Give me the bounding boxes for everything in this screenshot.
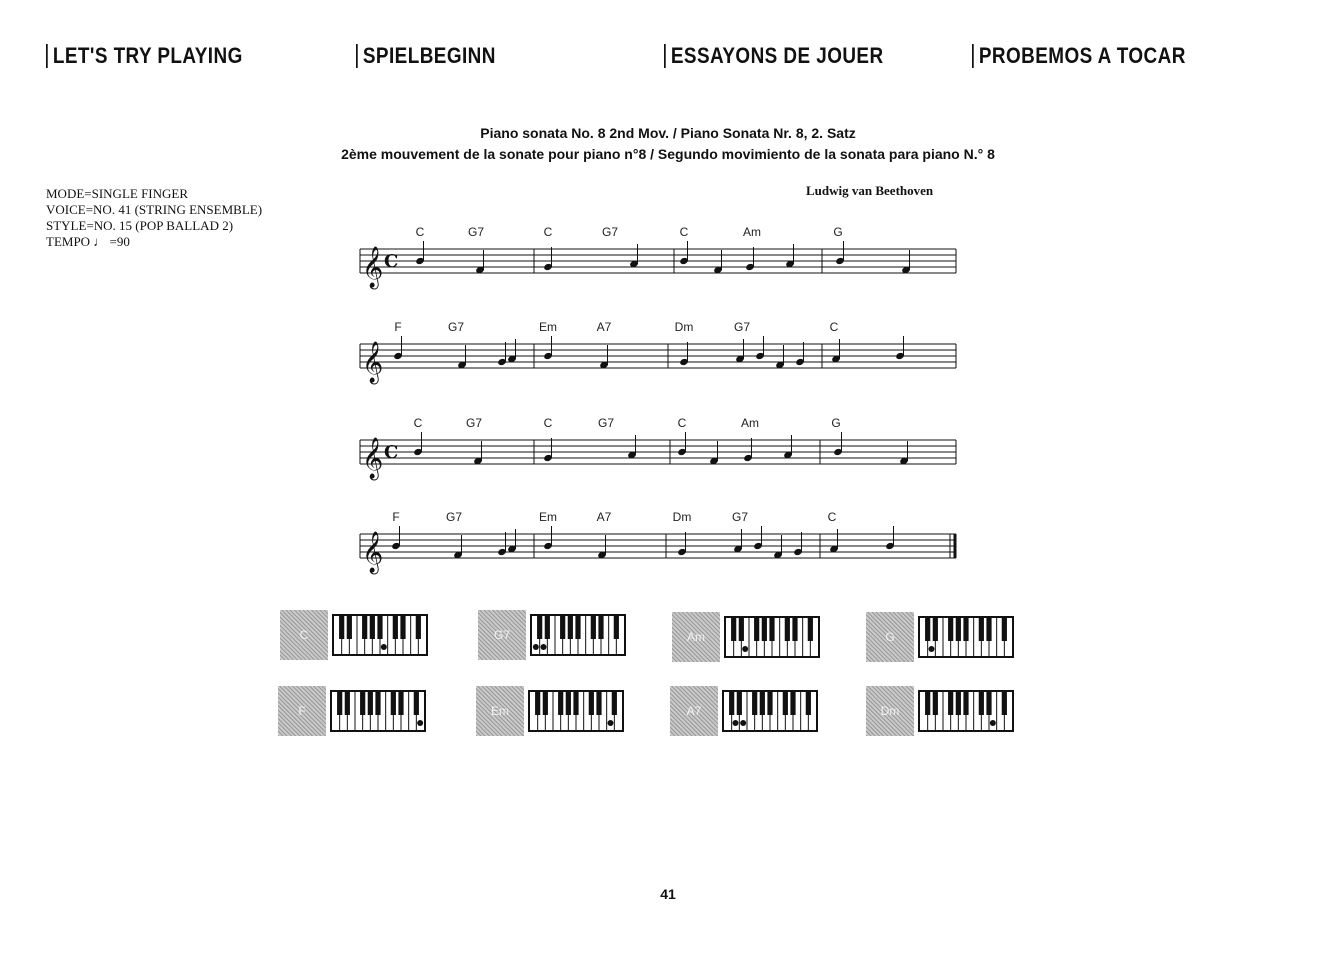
black-key — [614, 616, 619, 639]
black-key — [575, 616, 580, 639]
black-key — [752, 692, 757, 715]
chord-symbol: G7 — [597, 416, 615, 430]
black-key — [739, 618, 744, 641]
chord-symbol: F — [392, 510, 400, 524]
chord-diagram-label: C — [280, 610, 328, 660]
black-key — [591, 616, 596, 639]
chord-diagram-a7 — [670, 686, 822, 736]
header-english: LET'S TRY PLAYING — [46, 44, 243, 68]
keyboard-keys — [530, 692, 622, 730]
tempo-setting: TEMPO ♩ =90 — [46, 234, 130, 249]
mode-setting: MODE=SINGLE FINGER — [46, 186, 189, 201]
black-key — [948, 692, 953, 715]
header-french: ESSAYONS DE JOUER — [664, 44, 884, 68]
keyboard-keys — [532, 616, 624, 654]
chord-diagram-label: F — [278, 686, 326, 736]
piece-title-line1: Piano sonata No. 8 2nd Mov. / Piano Sonata Nr. 8, 2. Satz — [480, 125, 856, 141]
black-key — [573, 692, 578, 715]
time-signature: C — [384, 442, 399, 463]
black-key — [792, 618, 797, 641]
chord-symbol: C — [829, 320, 839, 334]
chord-symbol: Dm — [674, 320, 694, 334]
black-key — [933, 618, 938, 641]
chord-diagram-dm — [866, 686, 1018, 736]
style-setting: STYLE=NO. 15 (POP BALLAD 2) — [46, 218, 234, 233]
black-key — [1002, 618, 1007, 641]
chord-symbol: G7 — [601, 225, 619, 239]
chord-diagram-label: A7 — [670, 686, 718, 736]
chord-diagram-f — [278, 686, 430, 736]
black-key — [1002, 692, 1007, 715]
black-key — [948, 618, 953, 641]
chord-symbol: G7 — [731, 510, 749, 524]
black-key — [339, 616, 344, 639]
black-key — [933, 692, 938, 715]
black-key — [762, 618, 767, 641]
time-signature: C — [384, 251, 399, 272]
black-key — [956, 618, 961, 641]
chord-symbol: G — [831, 416, 841, 430]
black-key — [979, 618, 984, 641]
mini-keyboard — [530, 614, 626, 656]
black-key — [589, 692, 594, 715]
chord-symbol: G7 — [733, 320, 751, 334]
black-key — [767, 692, 772, 715]
mini-keyboard — [528, 690, 624, 732]
black-key — [806, 692, 811, 715]
black-key — [956, 692, 961, 715]
treble-clef: 𝄞 — [362, 342, 384, 383]
chord-diagram-em — [476, 686, 628, 736]
black-key — [760, 692, 765, 715]
chord-symbol: G — [833, 225, 843, 239]
pressed-key-dot — [742, 646, 748, 652]
keyboard-keys — [920, 692, 1012, 730]
chord-symbol: G7 — [465, 416, 483, 430]
black-key — [785, 618, 790, 641]
keyboard-keys — [334, 616, 426, 654]
chord-symbol: C — [415, 225, 425, 239]
pressed-key-dot — [929, 646, 935, 652]
black-key — [598, 616, 603, 639]
black-key — [612, 692, 617, 715]
black-key — [391, 692, 396, 715]
chord-diagram-label: G — [866, 612, 914, 662]
treble-clef: 𝄞 — [362, 532, 384, 573]
chord-symbol: C — [677, 416, 687, 430]
chord-symbol: A7 — [596, 510, 612, 524]
black-key — [963, 692, 968, 715]
black-key — [377, 616, 382, 639]
pressed-key-dot — [608, 720, 614, 726]
black-key — [925, 692, 930, 715]
black-key — [596, 692, 601, 715]
black-key — [769, 618, 774, 641]
keyboard-keys — [332, 692, 424, 730]
black-key — [729, 692, 734, 715]
black-key — [347, 616, 352, 639]
chord-diagram-g7 — [478, 610, 630, 660]
treble-clef: 𝄞 — [362, 438, 384, 479]
black-key — [566, 692, 571, 715]
mini-keyboard — [332, 614, 428, 656]
black-key — [808, 618, 813, 641]
pressed-key-dot — [733, 720, 739, 726]
chord-diagram-c — [280, 610, 432, 660]
chord-symbol: C — [679, 225, 689, 239]
pressed-key-dot — [990, 720, 996, 726]
mini-keyboard — [918, 690, 1014, 732]
chord-symbol: G7 — [467, 225, 485, 239]
chord-symbol: C — [543, 225, 553, 239]
chord-symbol: Em — [539, 510, 557, 524]
black-key — [986, 618, 991, 641]
black-key — [345, 692, 350, 715]
black-key — [416, 616, 421, 639]
chord-diagram-g — [866, 612, 1018, 662]
black-key — [558, 692, 563, 715]
chord-symbol: G7 — [447, 320, 465, 334]
chord-symbol: A7 — [596, 320, 612, 334]
pressed-key-dot — [541, 644, 547, 650]
chord-symbol: Am — [743, 225, 761, 239]
chord-symbol: C — [827, 510, 837, 524]
piece-title-line2: 2ème mouvement de la sonate pour piano n°8 / Segundo movimiento de la sonata para piano N.° 8 — [341, 146, 995, 162]
pressed-key-dot — [381, 644, 387, 650]
chord-diagram-label: G7 — [478, 610, 526, 660]
chord-symbol: C — [413, 416, 423, 430]
header-spanish: PROBEMOS A TOCAR — [972, 44, 1186, 68]
mini-keyboard — [724, 616, 820, 658]
black-key — [370, 616, 375, 639]
black-key — [737, 692, 742, 715]
keyboard-keys — [724, 692, 816, 730]
pressed-key-dot — [533, 644, 539, 650]
composer-name: Ludwig van Beethoven — [806, 183, 934, 198]
black-key — [545, 616, 550, 639]
black-key — [535, 692, 540, 715]
chord-diagram-am — [672, 612, 824, 662]
pressed-key-dot — [417, 720, 423, 726]
chord-diagram-label: Em — [476, 686, 524, 736]
black-key — [783, 692, 788, 715]
black-key — [925, 618, 930, 641]
mini-keyboard — [722, 690, 818, 732]
chord-symbol: F — [394, 320, 402, 334]
black-key — [362, 616, 367, 639]
black-key — [543, 692, 548, 715]
chord-diagram-label: Am — [672, 612, 720, 662]
black-key — [400, 616, 405, 639]
pressed-key-dot — [740, 720, 746, 726]
black-key — [963, 618, 968, 641]
page-number: 41 — [660, 886, 676, 902]
black-key — [979, 692, 984, 715]
chord-symbol: G7 — [445, 510, 463, 524]
black-key — [754, 618, 759, 641]
treble-clef: 𝄞 — [362, 247, 384, 288]
black-key — [986, 692, 991, 715]
black-key — [337, 692, 342, 715]
mini-keyboard — [918, 616, 1014, 658]
black-key — [537, 616, 542, 639]
keyboard-keys — [726, 618, 818, 656]
black-key — [568, 616, 573, 639]
chord-symbol: Am — [741, 416, 759, 430]
black-key — [790, 692, 795, 715]
black-key — [731, 618, 736, 641]
keyboard-keys — [920, 618, 1012, 656]
black-key — [398, 692, 403, 715]
header-german: SPIELBEGINN — [356, 44, 496, 68]
chord-symbol: Dm — [672, 510, 692, 524]
black-key — [368, 692, 373, 715]
chord-symbol: C — [543, 416, 553, 430]
black-key — [375, 692, 380, 715]
chord-diagram-label: Dm — [866, 686, 914, 736]
black-key — [414, 692, 419, 715]
black-key — [360, 692, 365, 715]
voice-setting: VOICE=NO. 41 (STRING ENSEMBLE) — [46, 202, 263, 217]
black-key — [560, 616, 565, 639]
chord-symbol: Em — [539, 320, 557, 334]
mini-keyboard — [330, 690, 426, 732]
black-key — [393, 616, 398, 639]
